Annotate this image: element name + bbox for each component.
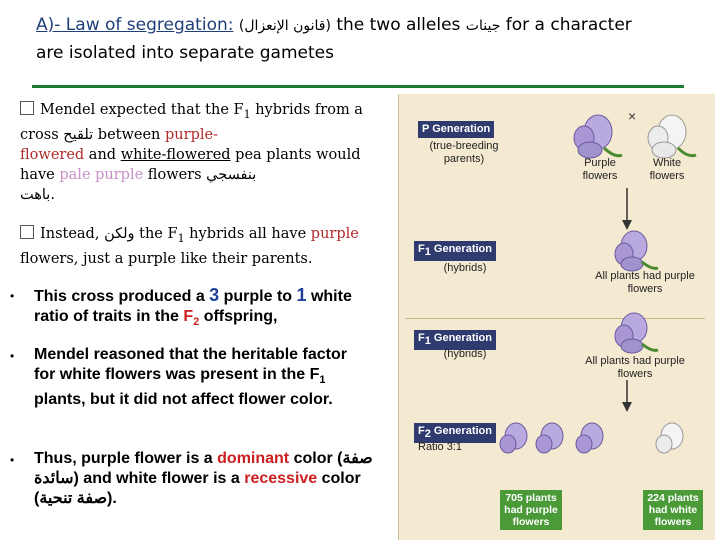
bullet-dot: • (10, 453, 15, 467)
text: ) and white flower is a (73, 470, 245, 487)
bullet-reasoned (34, 345, 354, 410)
highlight-purple: purple (310, 226, 359, 242)
arabic-text: صفة سائدة (34, 450, 373, 487)
title-line2: are isolated into separate gametes (36, 43, 334, 63)
title-mid: the two alleles (330, 15, 466, 35)
page-title (36, 12, 706, 67)
all-purple-label: All plants had purple flowers (595, 270, 695, 295)
banner-text: F (418, 332, 425, 344)
subscript: 1 (424, 246, 431, 259)
highlight-flowered: flowered (20, 146, 85, 163)
title-arabic: (قانون الإنعزال) (238, 18, 331, 34)
text: purple to (219, 288, 297, 305)
f1-generation-banner (414, 241, 496, 261)
title-lead: A)- Law of segregation: (36, 15, 234, 35)
banner-text: F (418, 425, 425, 437)
highlight-pale: pale purple (59, 166, 144, 183)
subscript: 1 (243, 107, 251, 121)
text: the F (134, 226, 178, 242)
purple-flower-icon (574, 115, 622, 158)
paragraph-expected (20, 100, 390, 205)
dominant-label: dominant (217, 450, 290, 467)
purple-flower-icon (576, 423, 603, 453)
title-tail: for a character (500, 15, 632, 35)
banner-text: P Generation (422, 123, 491, 135)
underlined-white: white-flowered (120, 146, 231, 163)
subscript: 1 (177, 231, 185, 245)
checkbox-icon (20, 101, 34, 115)
bullet-cross-ratio (34, 285, 374, 332)
number-one: 1 (296, 285, 307, 305)
arrow-down-icon (620, 188, 634, 232)
banner-text: F (418, 243, 425, 255)
arabic-text: تلقيح (63, 126, 94, 143)
purple-flowers-label: Purple flowers (582, 157, 618, 182)
subscript: 2 (424, 428, 431, 441)
text: offspring, (199, 308, 278, 325)
hybrids-label-b: (hybrids) (443, 348, 487, 360)
text: flowers (143, 166, 207, 183)
purple-flower-icon (500, 423, 527, 453)
text: white ratio of traits in the (34, 288, 352, 325)
purple-flower-icon (612, 228, 662, 274)
p-generation-banner (418, 121, 494, 138)
all-purple-label-b: All plants had purple flowers (585, 355, 685, 380)
hybrids-label: (hybrids) (443, 262, 487, 274)
arabic-text: بنفسجي (206, 166, 257, 183)
text: Instead, (40, 226, 105, 242)
purple-flower-icon (612, 310, 662, 356)
text: hybrids all have (184, 226, 311, 242)
text: Mendel reasoned that the heritable factor for white flowers was present in the F (34, 346, 347, 383)
purple-count-badge: 705 plants had purple flowers (500, 490, 562, 530)
text: between (93, 126, 166, 143)
arrow-down-icon (620, 380, 634, 414)
white-count-badge: 224 plants had white flowers (643, 490, 703, 530)
arabic-text: ولكن (104, 226, 135, 242)
cross-icon: × (628, 108, 637, 124)
text: Thus, purple flower is a (34, 450, 218, 467)
subscript: 1 (424, 335, 431, 348)
subscript: 2 (193, 316, 200, 329)
bullet-dot: • (10, 349, 15, 363)
f2-flower-group (496, 416, 710, 488)
recessive-label: recessive (244, 470, 318, 487)
ratio-label: Ratio 3:1 (418, 441, 463, 453)
true-breeding-label: (true-breeding parents) (429, 140, 499, 165)
text: Mendel expected that the F (40, 102, 244, 118)
paragraph-instead (20, 224, 370, 269)
text: color ( (289, 450, 343, 467)
text: plants, but it did not affect flower color. (34, 391, 333, 409)
checkbox-icon (20, 225, 34, 239)
text: color ( (34, 470, 361, 507)
highlight-purple: purple- (165, 126, 218, 143)
subscript: 1 (319, 374, 326, 387)
arabic-text: صفة تنحية (39, 490, 108, 507)
arabic-text: باهت. (20, 186, 55, 203)
banner-text: Generation (430, 243, 492, 255)
bullet-dot: • (10, 289, 15, 303)
text: hybrids from a cross (20, 102, 363, 143)
banner-text: Generation (430, 425, 492, 437)
text: pea plants would have (20, 146, 361, 183)
number-three: 3 (209, 285, 220, 305)
f2-label: F (183, 308, 194, 325)
white-flower-icon (648, 115, 696, 158)
text: flowers, just a purple like their parents. (20, 250, 313, 267)
title-arabic2: جينات (465, 18, 501, 34)
text: This cross produced a (34, 288, 210, 305)
white-flower-icon (656, 423, 683, 453)
banner-text: Generation (430, 332, 492, 344)
text: and (84, 146, 121, 163)
title-divider (32, 85, 684, 88)
purple-flower-icon (536, 423, 563, 453)
text: ). (107, 490, 117, 507)
bullet-dominant-recessive (34, 449, 384, 509)
white-flowers-label: White flowers (649, 157, 685, 182)
